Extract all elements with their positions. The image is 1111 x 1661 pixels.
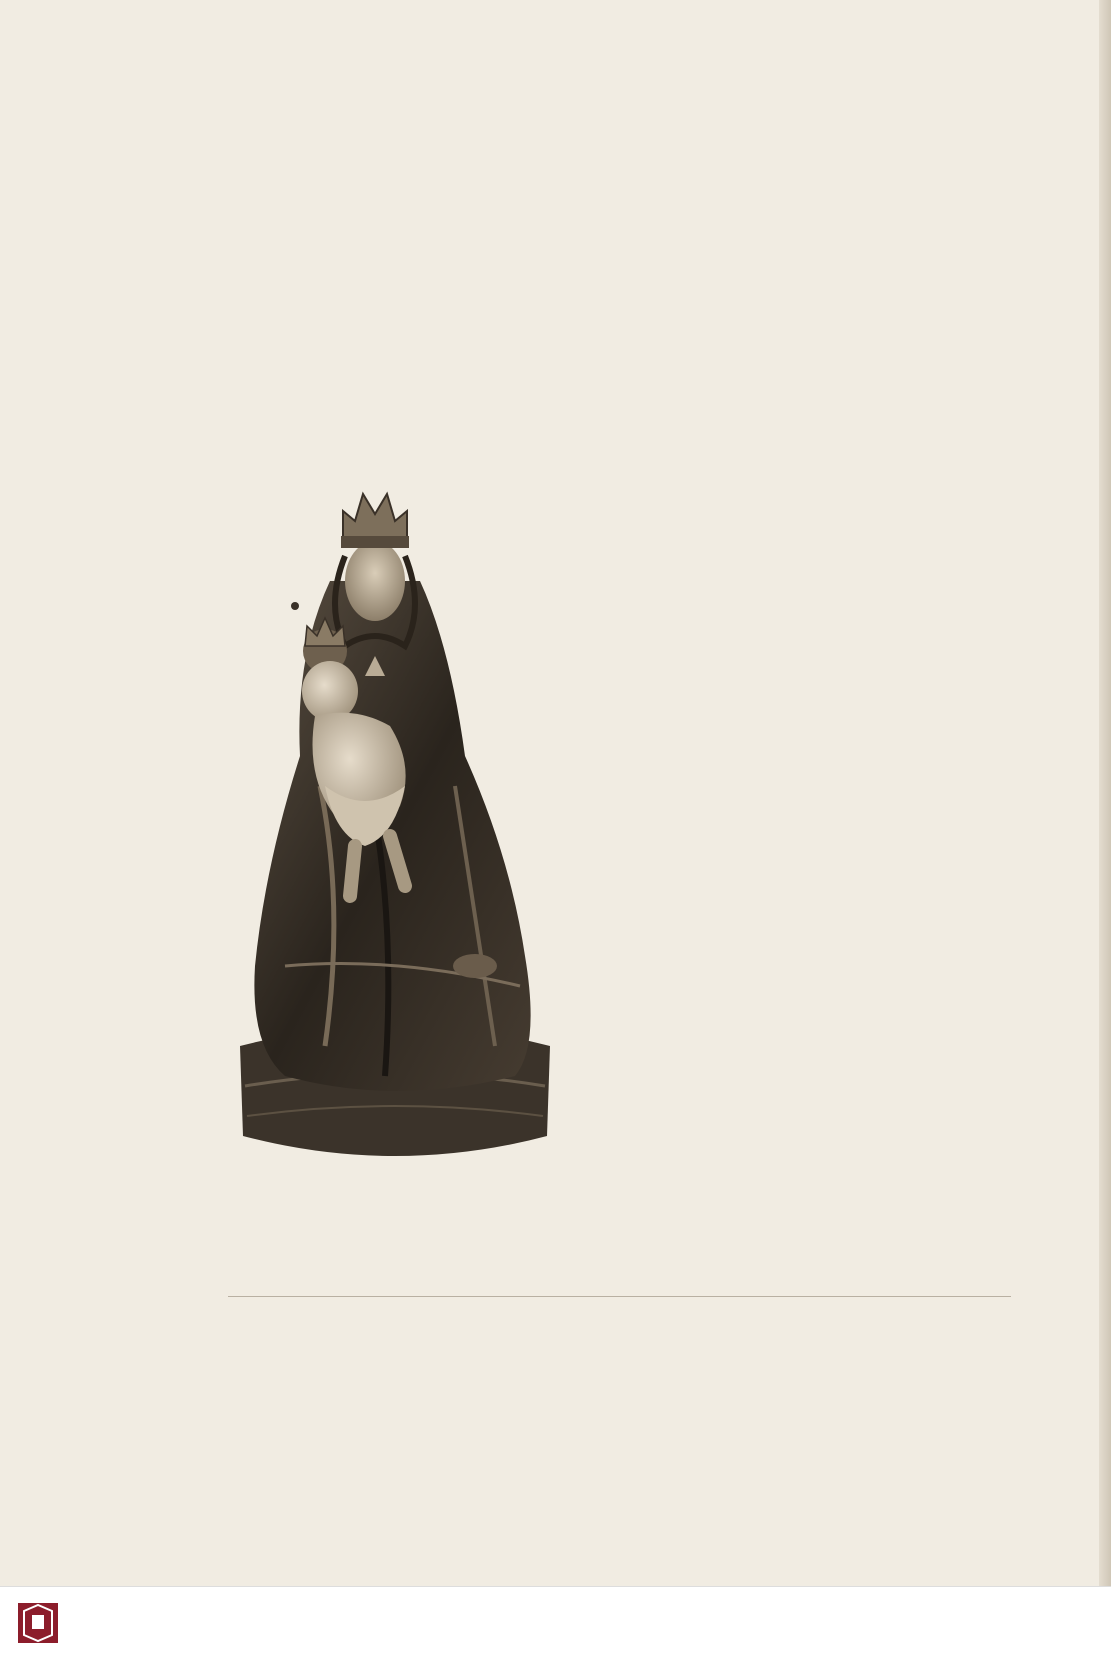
digitization-footer — [0, 1586, 1111, 1661]
library-logo[interactable] — [16, 1597, 156, 1649]
page-edge — [1099, 0, 1111, 1586]
library-emblem-icon — [16, 1599, 60, 1647]
footnote-divider — [228, 1296, 1011, 1297]
madonna-photo — [225, 486, 565, 1166]
running-header — [222, 101, 982, 125]
dfg-funding-logo[interactable] — [980, 1594, 1100, 1654]
madonna-statue-illustration — [225, 486, 565, 1166]
